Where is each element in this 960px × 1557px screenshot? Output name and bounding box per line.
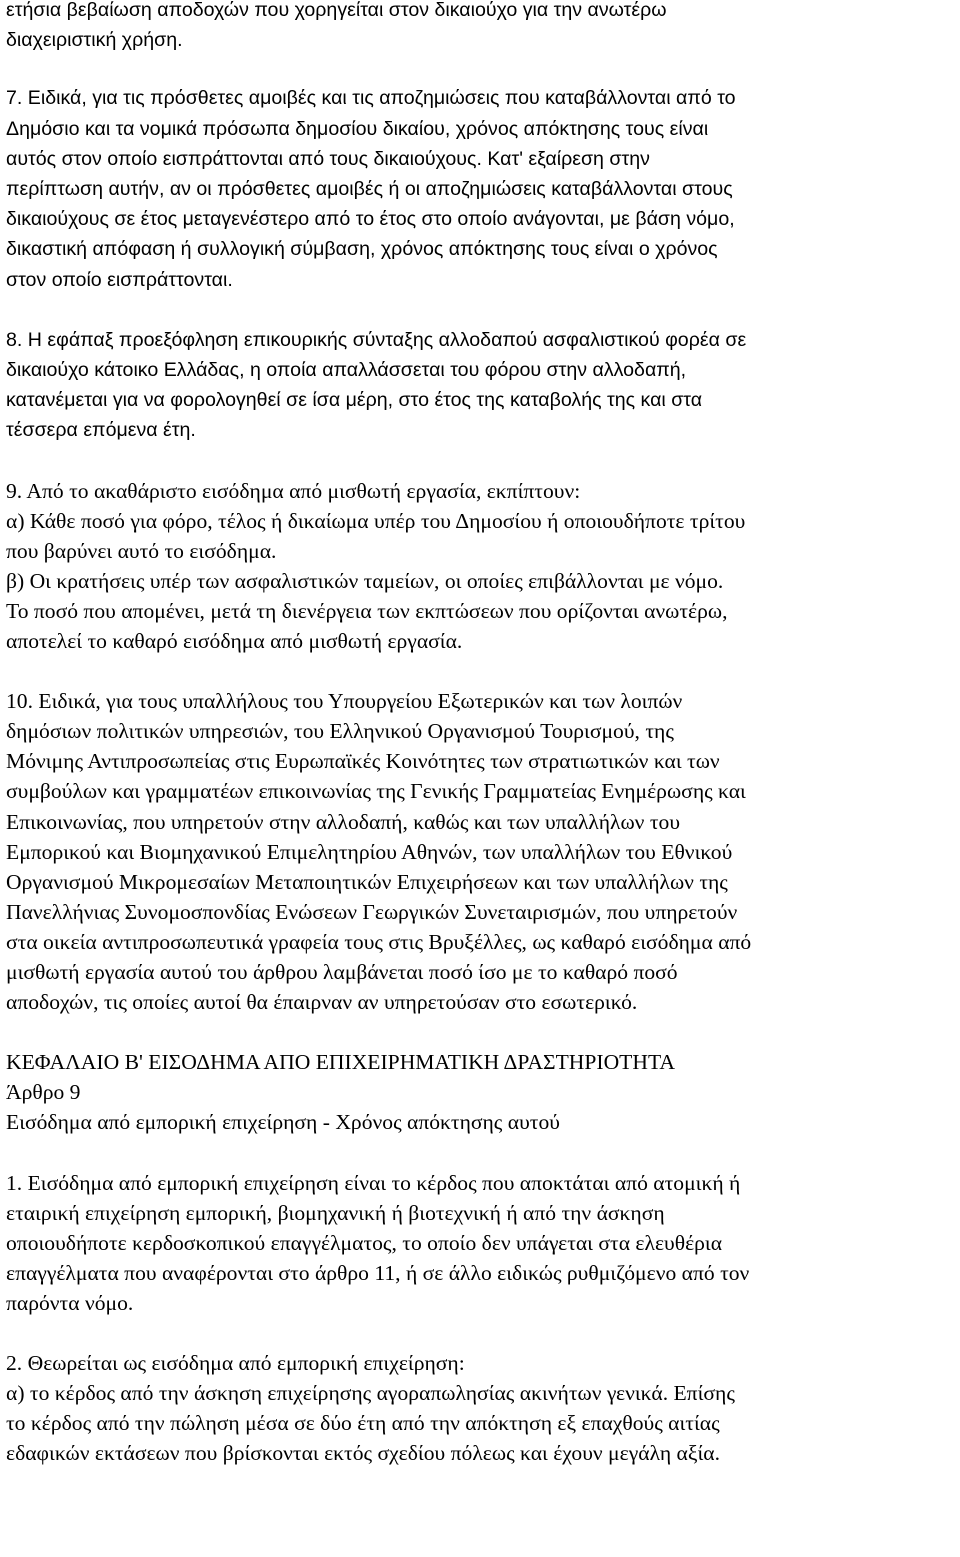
article-title: Εισόδημα από εμπορική επιχείρηση - Χρόνος απόκτησης αυτού	[6, 1110, 560, 1135]
article-paragraph-1: 1. Εισόδημα από εμπορική επιχείρηση είναι το κέρδος που αποκτάται από ατομική ή εταιρική επιχείρηση εμπορική, βιομηχανική ή βιοτεχνική ή από την άσκηση οποιουδήποτε κερδοσκοπικού επαγγέλματος, το οποίο δεν υπάγεται στα ελευθέρια επαγγέλματα που αναφέρονται στο άρθρο 11, ή σε άλλο ειδικώς ρυθμιζόμενο από τον παρόντα νόμο.	[6, 1170, 750, 1315]
paragraph-7: 7. Ειδικά, για τις πρόσθετες αμοιβές και τις αποζημιώσεις που καταβάλλονται από το Δημόσιο και τα νομικά πρόσωπα δημοσίου δικαίου, χρόνος απόκτησης τους είναι αυτός στον οποίο εισπράττονται από τους δικαιούχους. Κατ' εξαίρεση στην περίπτωση αυτήν, αν οι πρόσθετες αμοιβές ή οι αποζημιώσεις καταβάλλονται στους δικαιούχους σε έτος μεταγενέστερο από το έτος στο οποίο ανάγονται, με βάση νόμο, δικαστική απόφαση ή συλλογική σύμβαση, χρόνος απόκτησης τους είναι ο χρόνος στον οποίο εισπράττονται.	[6, 87, 736, 291]
paragraph-8: 8. Η εφάπαξ προεξόφληση επικουρικής σύνταξης αλλοδαπού ασφαλιστικού φορέα σε δικαιούχο κάτοικο Ελλάδας, η οποία απαλλάσσεται του φόρου στην αλλοδαπή, κατανέμεται για να φορολογηθεί σε ίσα μέρη, στο έτος της καταβολής της και στα τέσσερα επόμενα έτη.	[6, 328, 747, 442]
chapter-header	[6, 1047, 956, 1137]
article-paragraph-2: 2. Θεωρείται ως εισόδημα από εμπορική επιχείρηση: α) το κέρδος από την άσκηση επιχείρησης αγοραπωλησίας ακινήτων γενικά. Επίσης το κέρδος από την πώληση μέσα σε δύο έτη από την απόκτηση εξ επαχθούς αιτίας εδαφικών εκτάσεων που βρίσκονται εκτός σχεδίου πόλεως και έχουν μεγάλη αξία.	[6, 1350, 735, 1466]
paragraph-6-end: ετήσια βεβαίωση αποδοχών που χορηγείται στον δικαιούχο για την ανωτέρω διαχειριστική χρήση.	[6, 0, 667, 52]
chapter-title: ΚΕΦΑΛΑΙΟ Β' ΕΙΣΟΔΗΜΑ ΑΠΟ ΕΠΙΧΕΙΡΗΜΑΤΙΚΗ ΔΡΑΣΤΗΡΙΟΤΗΤΑ	[6, 1050, 676, 1075]
paragraph-9: 9. Από το ακαθάριστο εισόδημα από μισθωτή εργασία, εκπίπτουν: α) Κάθε ποσό για φόρο, τέλος ή δικαίωμα υπέρ του Δημοσίου ή οποιουδήποτε τρίτου που βαρύνει αυτό το εισόδημα. β) Οι κρατήσεις υπέρ των ασφαλιστικών ταμείων, οι οποίες επιβάλλονται με νόμο. Το ποσό που απομένει, μετά τη διενέργεια των εκπτώσεων που ορίζονται ανωτέρω, αποτελεί το καθαρό εισόδημα από μισθωτή εργασία.	[6, 478, 746, 654]
article-number: Άρθρο 9	[6, 1080, 81, 1105]
document-page	[6, 0, 956, 1468]
paragraph-10: 10. Ειδικά, για τους υπαλλήλους του Υπουργείου Εξωτερικών και των λοιπών δημόσιων πολιτικών υπηρεσιών, του Ελληνικού Οργανισμού Τουρισμού, της Μόνιμης Αντιπροσωπείας στις Ευρωπαϊκές Κοινότητες των στρατιωτικών και των συμβούλων και γραμματέων επικοινωνίας της Γενικής Γραμματείας Ενημέρωσης και Επικοινωνίας, που υπηρετούν στην αλλοδαπή, καθώς και των υπαλλήλων του Εμπορικού και Βιομηχανικού Επιμελητηρίου Αθηνών, των υπαλλήλων του Εθνικού Οργανισμού Μικρομεσαίων Μεταποιητικών Επιχειρήσεων και των υπαλλήλων της Πανελλήνιας Συνομοσπονδίας Ενώσεων Γεωργικών Συνεταιρισμών, που υπηρετούν στα οικεία αντιπροσωπευτικά γραφεία τους στις Βρυξέλλες, ως καθαρό εισόδημα από μισθωτή εργασία αυτού του άρθρου λαμβάνεται ποσό ίσο με το καθαρό ποσό αποδοχών, τις οποίες αυτοί θα έπαιρναν αν υπηρετούσαν στο εσωτερικό.	[6, 689, 752, 1015]
